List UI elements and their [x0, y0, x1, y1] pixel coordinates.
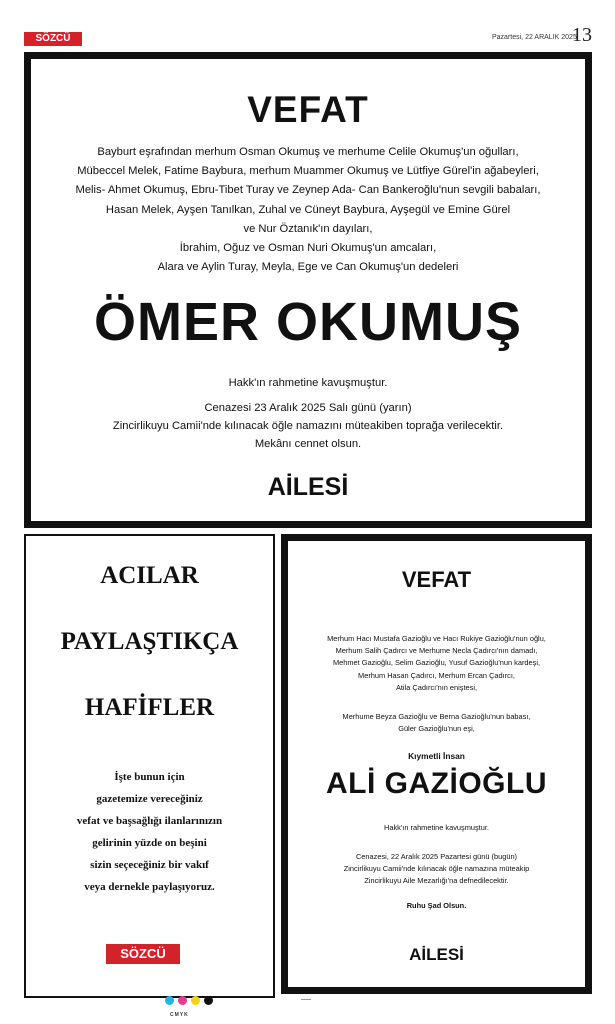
obituary-family-text-2 — [288, 711, 585, 735]
obituary-family-text — [31, 143, 585, 277]
closing-prayer: Mekânı cennet olsun. — [254, 438, 362, 450]
promo-body-line: İşte bunun için — [114, 771, 185, 783]
deceased-name: ALİ GAZİOĞLU — [326, 767, 547, 800]
black-dot-icon — [204, 996, 213, 1005]
promo-heading-line: HAFİFLER — [84, 694, 215, 721]
funeral-line: Zincirlikuyu Aile Mezarlığı'na defnedilecektir. — [364, 876, 509, 886]
crop-mark — [301, 999, 311, 1000]
closing-prayer: Ruhu Şad Olsun. — [406, 901, 467, 910]
family-line: Merhum Salih Çadırcı ve Merhume Necla Çadırcı'nın damadı, — [335, 646, 538, 656]
obituary-inner-border — [30, 58, 586, 522]
obituary-heading: VEFAT — [247, 89, 369, 130]
family-line: Bayburt eşrafından merhum Osman Okumuş ve merhume Celile Okumuş'un oğulları, — [97, 146, 519, 158]
obituary-ali-gazioglu — [281, 534, 592, 994]
family-line: Alara ve Aylin Turay, Meyla, Ege ve Can Okumuş'un dedeleri — [157, 261, 459, 274]
family-line: İbrahim, Oğuz ve Osman Nuri Okumuş'un amcaları, — [179, 242, 437, 255]
family-line: Mübeccel Melek, Fatime Baybura, merhum Muammer Okumuş ve Lütfiye Gürel'in ağabeyleri, — [77, 165, 539, 178]
funeral-line: Cenazesi 23 Aralık 2025 Salı günü (yarın) — [204, 402, 412, 414]
promo-body-line: gelirinin yüzde on beşini — [92, 837, 207, 849]
funeral-line: Cenazesi, 22 Aralık 2025 Pazartesi günü (bugün) — [355, 852, 518, 861]
signature: AİLESİ — [409, 945, 464, 964]
passing-message: Hakk'ın rahmetine kavuşmuştur. — [228, 377, 388, 389]
cmyk-registration-dots — [165, 996, 213, 1006]
promo-heading-line: ACILAR — [100, 562, 199, 589]
funeral-details — [288, 851, 585, 888]
family-line: Mehmet Gazioğlu, Selim Gazioğlu, Yusuf Gazioğlu'nun kardeşi, — [332, 658, 541, 668]
obituary-family-text — [288, 633, 585, 694]
yellow-dot-icon — [191, 996, 200, 1005]
family-line: Güler Gazioğlu'nun eşi, — [398, 724, 475, 734]
issue-date: Pazartesi, 22 ARALIK 2025 — [492, 34, 577, 41]
promo-body-line: vefat ve başsağlığı ilanlarınızın — [76, 815, 223, 827]
sozcu-logo-large[interactable]: SÖZCÜ — [106, 944, 180, 964]
funeral-details — [31, 400, 585, 435]
cmyk-label: CMYK — [170, 1012, 189, 1018]
family-line: Merhum Hacı Mustafa Gazioğlu ve Hacı Rukiye Gazioğlu'nun oğlu, — [327, 634, 546, 643]
signature: AİLESİ — [267, 473, 349, 501]
name-epithet: Kıymetli İnsan — [408, 751, 465, 761]
promo-body-line: sizin seçeceğiniz bir vakıf — [90, 859, 209, 871]
family-line: Atila Çadırcı'nın eniştesi, — [395, 682, 478, 692]
donation-promo-ad — [24, 534, 275, 998]
family-line: Melis- Ahmet Okumuş, Ebru-Tibet Turay ve Zeynep Ada- Can Bankeroğlu'nun sevgili babaları, — [75, 184, 541, 197]
promo-body-line: gazetemize vereceğiniz — [96, 793, 203, 805]
promo-body-line: veya dernekle paylaşıyoruz. — [84, 881, 215, 893]
family-line: Merhum Hasan Çadırcı, Merhum Ercan Çadırcı, — [358, 670, 515, 680]
magenta-dot-icon — [178, 996, 187, 1005]
family-line: Hasan Melek, Ayşen Tanılkan, Zuhal ve Cüneyt Baybura, Ayşegül ve Emine Gürel — [105, 203, 511, 216]
family-line: ve Nur Öztanık'ın dayıları, — [243, 222, 373, 235]
funeral-line: Zincirlikuyu Camii'nde kılınacak öğle namazını müteakiben toprağa verilecektir. — [112, 419, 504, 432]
promo-body — [26, 766, 273, 898]
deceased-name: ÖMER OKUMUŞ — [94, 292, 522, 352]
cyan-dot-icon — [165, 996, 174, 1005]
obituary-omer-okumus — [24, 52, 592, 528]
funeral-line: Zincirlikuyu Camii'nde kılınacak öğle namazına müteakip — [343, 864, 530, 874]
obituary-heading: VEFAT — [401, 567, 472, 592]
passing-message: Hakk'ın rahmetine kavuşmuştur. — [384, 823, 489, 832]
family-line: Merhume Beyza Gazioğlu ve Berna Gazioğlu'nun babası, — [342, 712, 531, 721]
promo-heading-line: PAYLAŞTIKÇA — [60, 628, 239, 655]
page-number: 13 — [572, 24, 592, 46]
sozcu-logo[interactable]: SÖZCÜ — [24, 32, 82, 46]
obituary-inner-border — [287, 540, 586, 988]
